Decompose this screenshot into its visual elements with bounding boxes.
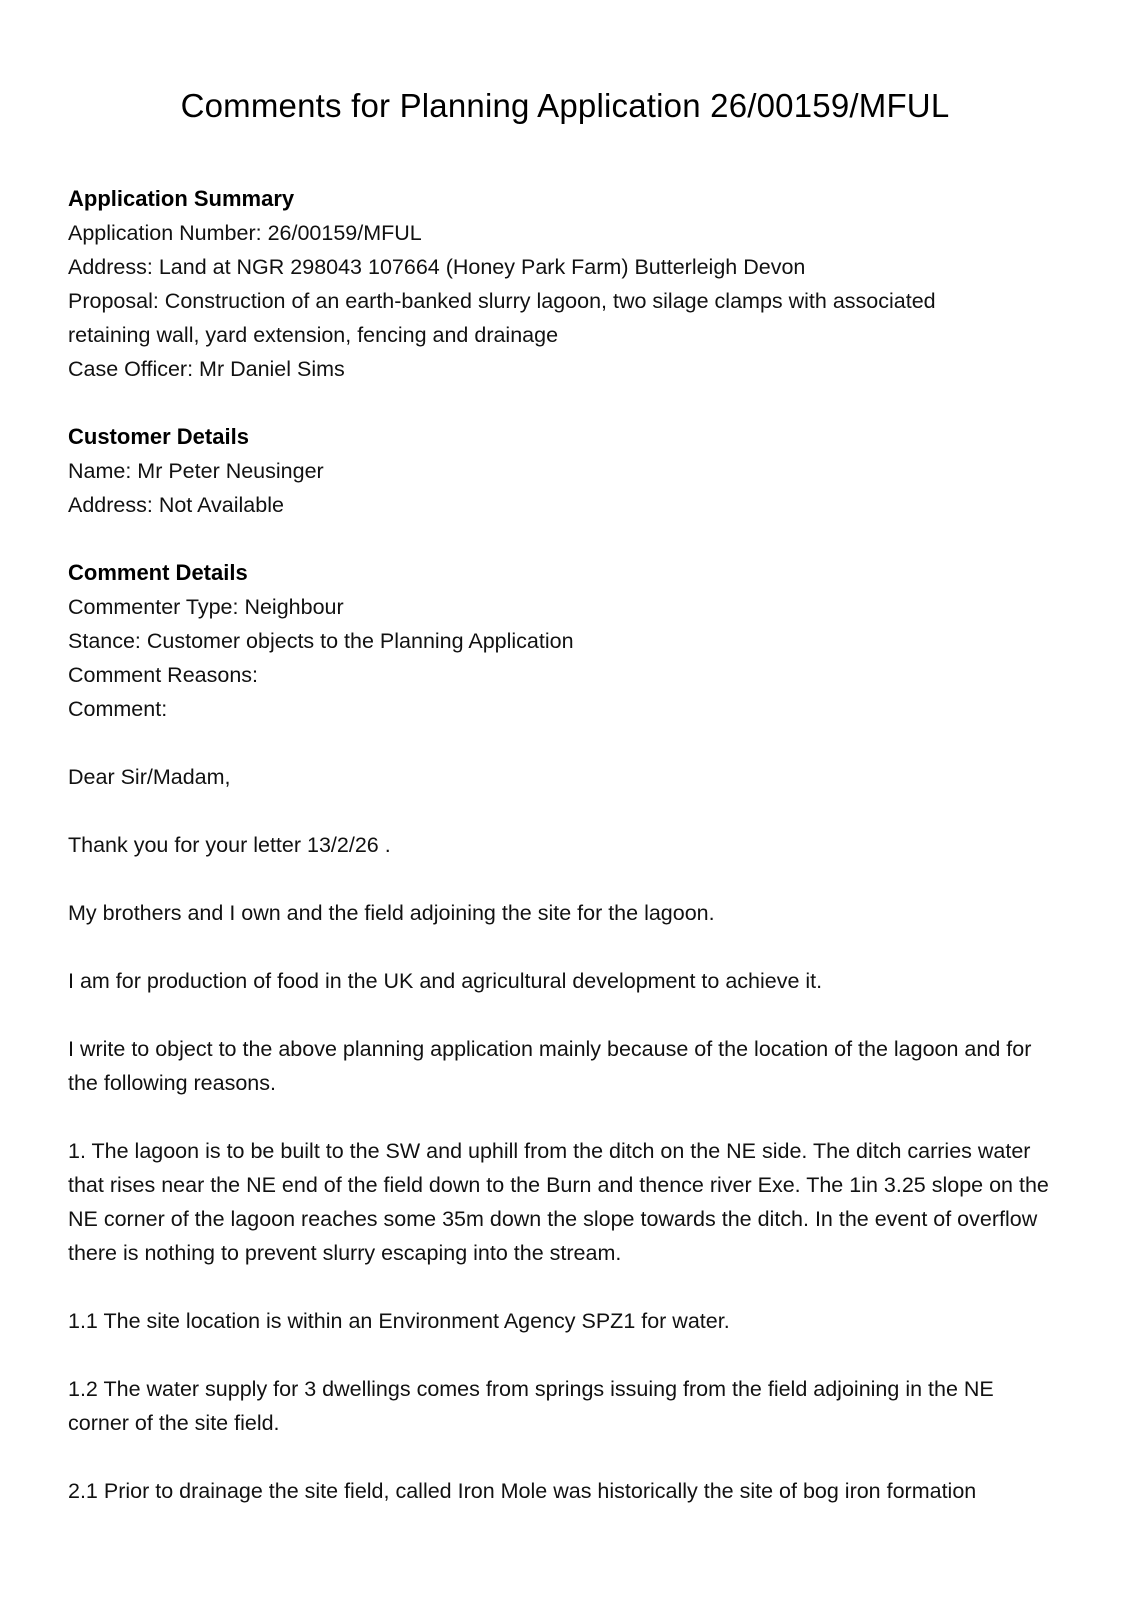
customer-details-heading: Customer Details — [68, 424, 249, 449]
letter-paragraph: I am for production of food in the UK and agricultural development to achieve it. — [68, 969, 823, 993]
application-summary-heading: Application Summary — [68, 186, 295, 211]
letter-salutation: Dear Sir/Madam, — [68, 765, 231, 789]
letter-paragraph: My brothers and I own and the field adjoining the site for the lagoon. — [68, 901, 715, 925]
application-summary-section — [68, 182, 1062, 386]
comment-reasons: Comment Reasons: — [68, 663, 258, 687]
application-address: Address: Land at NGR 298043 107664 (Honey Park Farm) Butterleigh Devon — [68, 255, 806, 279]
letter-paragraph: Thank you for your letter 13/2/26 . — [68, 833, 391, 857]
commenter-type: Commenter Type: Neighbour — [68, 595, 344, 619]
comment-details-section — [68, 556, 1062, 726]
proposal-line-2: retaining wall, yard extension, fencing and drainage — [68, 323, 559, 347]
customer-name: Name: Mr Peter Neusinger — [68, 459, 324, 483]
comment-letter — [68, 760, 1062, 1508]
comment-details-heading: Comment Details — [68, 560, 248, 585]
customer-address: Address: Not Available — [68, 493, 284, 517]
application-number: Application Number: 26/00159/MFUL — [68, 221, 422, 245]
proposal-line-1: Proposal: Construction of an earth-banked slurry lagoon, two silage clamps with associated — [68, 289, 936, 313]
letter-paragraph: 1.2 The water supply for 3 dwellings comes from springs issuing from the field adjoining in the NE corner of the site field. — [68, 1377, 994, 1435]
case-officer: Case Officer: Mr Daniel Sims — [68, 357, 345, 381]
customer-details-section — [68, 420, 1062, 522]
stance: Stance: Customer objects to the Planning Application — [68, 629, 574, 653]
letter-paragraph: I write to object to the above planning application mainly because of the location of the lagoon and for the following reasons. — [68, 1037, 1032, 1095]
page-title: Comments for Planning Application 26/00159/MFUL — [180, 87, 950, 124]
letter-paragraph: 2.1 Prior to drainage the site field, called Iron Mole was historically the site of bog iron formation — [68, 1479, 977, 1503]
letter-paragraph: 1. The lagoon is to be built to the SW and uphill from the ditch on the NE side. The ditch carries water that rises near the NE end of the field down to the Burn and thence river Exe. The 1in 3.25 slope on the NE corner of the lagoon reaches some 35m down the slope towards the ditch. In the event of overflow there is nothing to prevent slurry escaping into the stream. — [68, 1139, 1049, 1265]
comment-label: Comment: — [68, 697, 168, 721]
letter-paragraph: 1.1 The site location is within an Environment Agency SPZ1 for water. — [68, 1309, 730, 1333]
